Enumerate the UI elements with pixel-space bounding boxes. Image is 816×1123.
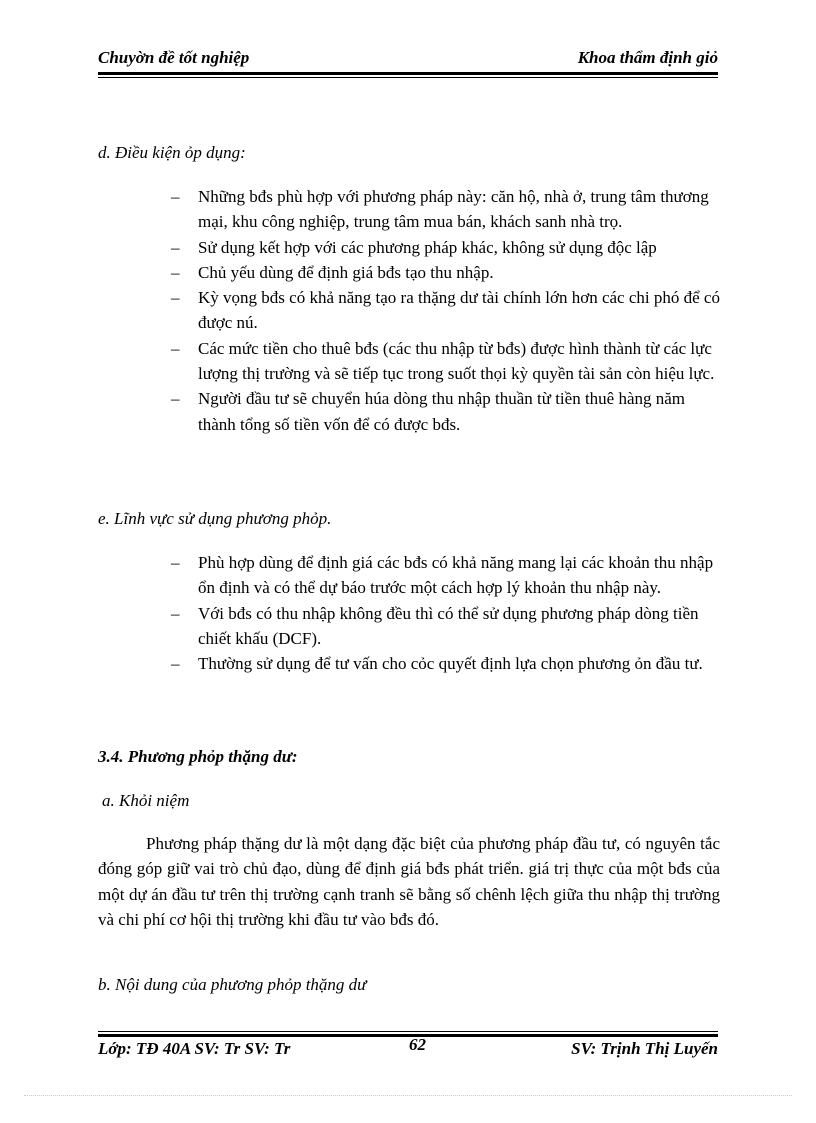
list-item: – Kỳ vọng bđs có khả năng tạo ra thặng dư tài chính lớn hơn các chi phó để có được nú. bbox=[171, 285, 723, 336]
section-d-title: d. Điều kiện ỏp dụng: bbox=[98, 143, 246, 162]
header-rule-thin bbox=[98, 77, 718, 78]
section-e-list bbox=[171, 550, 723, 676]
list-item: – Thường sử dụng để tư vấn cho cỏc quyết định lựa chọn phương ỏn đầu tư. bbox=[171, 651, 723, 676]
subsection-a-title: a. Khỏi niệm bbox=[102, 791, 190, 810]
list-item: – Những bđs phù hợp với phương pháp này: căn hộ, nhà ở, trung tâm thương mại, khu công nghiệp, trung tâm mua bán, khách sanh nhà trọ. bbox=[171, 184, 723, 235]
footer-rule-thick bbox=[98, 1034, 718, 1037]
list-item: – Người đầu tư sẽ chuyển húa dòng thu nhập thuần từ tiền thuê hàng năm thành tổng số tiền vốn để có được bđs. bbox=[171, 386, 723, 437]
header-rule-thick bbox=[98, 72, 718, 75]
subsection-b-title: b. Nội dung của phương phỏp thặng dư bbox=[98, 975, 367, 994]
list-item: – Với bđs có thu nhập không đều thì có thể sử dụng phương pháp dòng tiền chiết khấu (DCF). bbox=[171, 601, 723, 652]
section-3-4-title: 3.4. Phương phỏp thặng dư: bbox=[98, 747, 298, 766]
header-left-title: Chuyờn đề tốt nghiệp bbox=[98, 48, 250, 67]
page-number: 62 bbox=[409, 1035, 426, 1054]
list-item: – Phù hợp dùng để định giá các bđs có khả năng mang lại các khoản thu nhập ổn định và có thể dự báo trước một cách hợp lý khoản thu nhập này. bbox=[171, 550, 723, 601]
list-item: – Chủ yếu dùng để định giá bđs tạo thu nhập. bbox=[171, 260, 723, 285]
definition-paragraph: Phương pháp thặng dư là một dạng đặc biệt của phương pháp đầu tư, có nguyên tắc đóng góp giữ vai trò chủ đạo, dùng để định giá bđs phát triển. giá trị thực của một bđs của một dự án đầu tư trên thị trường cạnh tranh sẽ bằng số chênh lệch giữa thu nhập thị trường và chi phí cơ hội thị trường khi đầu tư vào bđs đó. bbox=[98, 834, 720, 929]
list-item: – Các mức tiền cho thuê bđs (các thu nhập từ bđs) được hình thành từ các lực lượng thị trường và sẽ tiếp tục trong suốt thọi kỳ quyền tài sản còn hiệu lực. bbox=[171, 336, 723, 387]
footer-class-info: Lớp: TĐ 40A SV: Tr SV: Tr bbox=[98, 1039, 291, 1058]
section-e-title: e. Lĩnh vực sử dụng phương phỏp. bbox=[98, 509, 332, 528]
page-footer bbox=[98, 1035, 718, 1063]
list-item: – Sử dụng kết hợp với các phương pháp khác, không sử dụng độc lập bbox=[171, 235, 723, 260]
page-bottom-dotted-line bbox=[24, 1095, 792, 1096]
footer-student-name: SV: Trịnh Thị Luyến bbox=[571, 1039, 718, 1058]
page-header bbox=[98, 48, 718, 72]
section-d-list bbox=[171, 184, 723, 437]
header-right-title: Khoa thẩm định giỏ bbox=[577, 48, 718, 67]
footer-rule-thin bbox=[98, 1031, 718, 1032]
